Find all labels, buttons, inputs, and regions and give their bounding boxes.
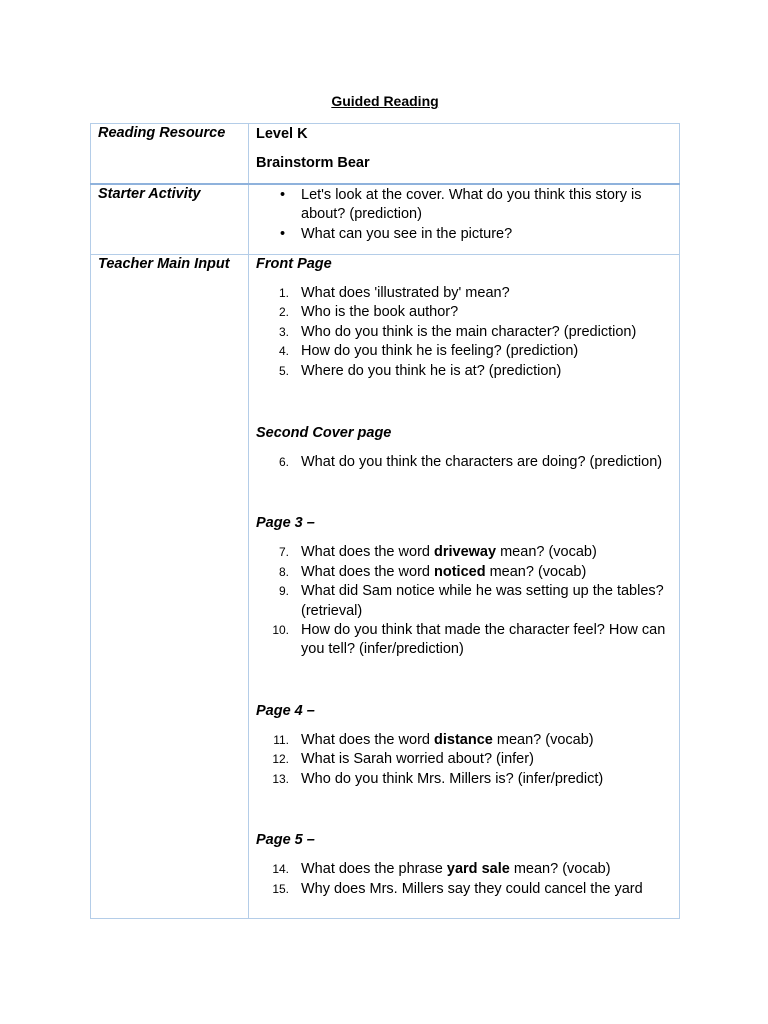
question-item: 2. Who is the book author? (278, 304, 459, 321)
resource-book-title: Brainstorm Bear (256, 155, 370, 171)
question-item: 10. How do you think that made the character feel? How can you tell? (infer/prediction) (272, 622, 666, 658)
bullet-item: • What can you see in the picture? (249, 225, 679, 244)
numbered-question-list (249, 731, 679, 789)
numbered-question-list (249, 860, 679, 899)
row-label-reading-resource: Reading Resource (91, 124, 249, 185)
section-heading: Front Page (256, 256, 332, 272)
vocab-word: distance (434, 731, 493, 748)
starter-bullet-list (249, 185, 679, 244)
question-item: 15. Why does Mrs. Millers say they could cancel the yard (272, 880, 643, 897)
document-title: Guided Reading (331, 93, 439, 109)
section-second-cover-page (249, 424, 679, 472)
question-item: 9. What did Sam notice while he was setting up the tables? (retrieval) (278, 583, 664, 619)
question-item: 7. What does the word driveway mean? (vocab) (278, 544, 597, 561)
section-page-4 (249, 702, 679, 789)
vocab-word: driveway (434, 544, 497, 561)
question-item: 3. Who do you think is the main character? (prediction) (278, 323, 637, 340)
numbered-question-list (249, 543, 679, 659)
question-item: 5. Where do you think he is at? (prediction) (278, 362, 562, 379)
numbered-question-list (249, 284, 679, 381)
question-item: 8. What does the word noticed mean? (vocab) (278, 563, 587, 580)
question-item: 14. What does the phrase yard sale mean? (vocab) (272, 861, 611, 878)
question-item: 1. What does 'illustrated by' mean? (278, 285, 510, 301)
question-item: 4. How do you think he is feeling? (prediction) (278, 343, 579, 360)
teacher-main-input-cell (249, 255, 680, 919)
section-heading: Page 3 – (256, 515, 315, 532)
bullet-item: • Let's look at the cover. What do you think this story is about? (prediction) (249, 186, 679, 225)
section-heading: Page 4 – (256, 702, 315, 719)
section-heading: Page 5 – (256, 832, 315, 849)
table-row-reading-resource (91, 124, 680, 185)
row-label-starter-activity: Starter Activity (91, 184, 249, 255)
question-item: 13. Who do you think Mrs. Millers is? (infer/predict) (272, 770, 604, 787)
section-page-5 (249, 831, 679, 899)
row-label-teacher-main-input: Teacher Main Input (91, 255, 249, 919)
section-page-3 (249, 514, 679, 659)
reading-resource-cell (249, 124, 680, 185)
starter-activity-cell (249, 184, 680, 255)
lesson-plan-table (90, 123, 680, 919)
question-item: 6. What do you think the characters are doing? (prediction) (278, 454, 663, 471)
vocab-word: yard sale (446, 861, 510, 878)
resource-level: Level K (256, 126, 308, 142)
section-front-page (249, 255, 679, 381)
question-item: 11. What does the word distance mean? (vocab) (273, 731, 594, 748)
section-heading: Second Cover page (256, 425, 392, 442)
table-row-teacher-main-input (91, 255, 680, 919)
vocab-word: noticed (434, 563, 486, 580)
numbered-question-list (249, 453, 679, 472)
table-row-starter-activity (91, 184, 680, 255)
question-item: 12. What is Sarah worried about? (infer) (272, 751, 534, 768)
